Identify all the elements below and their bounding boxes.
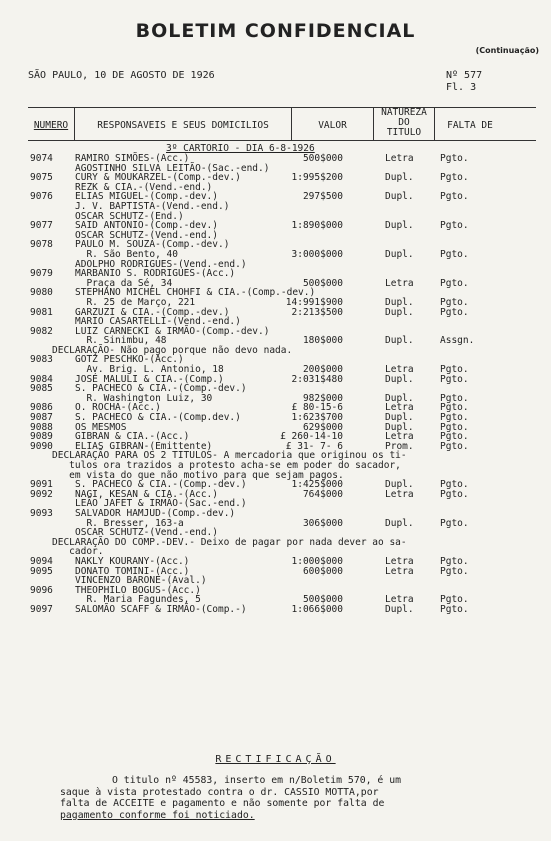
- entry-value: 306$000: [302, 517, 343, 529]
- entry-fault: Pgto.: [440, 594, 469, 606]
- entry-number: 9093: [30, 507, 53, 519]
- entry-fault: Assgn.: [440, 335, 475, 347]
- entry-number: 9094: [30, 555, 53, 567]
- entry-number: 9075: [30, 172, 53, 184]
- entry-responsible: LUIZ CARNECKI & IRMÃO-(Comp.-dev.): [75, 325, 270, 337]
- entry-responsible: LEÃO JAFET & IRMÃO-(Sac.-end.): [75, 498, 247, 510]
- entry-fault: Pgto.: [440, 373, 469, 385]
- entry-nature: Letra: [385, 277, 414, 289]
- entry-responsible: THEOPHILO BOGUS-(Acc.): [75, 584, 201, 596]
- entry-value: £ 31- 7- 6: [285, 440, 343, 452]
- entry-responsible: S. PACHECO & CIA.-(Comp.-dev.): [75, 479, 247, 491]
- entry-fault: Pgto.: [440, 555, 469, 567]
- entry-nature: Prom.: [385, 440, 414, 452]
- entry-value: 1:623$700: [291, 412, 343, 424]
- entry-responsible: SAID ANTONIO-(Comp.-dev.): [75, 220, 218, 232]
- entry-responsible: MARIO CASARTELLI-(Vend.-end.): [75, 316, 241, 328]
- entry-number: 9096: [30, 584, 53, 596]
- sheet-number: Fl. 3: [446, 82, 477, 93]
- column-header-falta: FALTA DE: [447, 120, 493, 131]
- entry-responsible: S. PACHECO & CIA.-(Comp.dev.): [75, 412, 241, 424]
- entry-number: 9095: [30, 565, 53, 577]
- entry-value: 2:031$480: [291, 373, 343, 385]
- entry-responsible: CURY & MOUKARZEL-(Comp.-dev.): [75, 172, 241, 184]
- entry-fault: Pgto.: [440, 440, 469, 452]
- entry-number: 9088: [30, 421, 53, 433]
- entry-nature: Dupl.: [385, 296, 414, 308]
- entry-nature: Dupl.: [385, 517, 414, 529]
- entry-value: 1:066$000: [291, 603, 343, 615]
- entry-value: £ 260-14-10: [280, 431, 343, 443]
- entry-nature: Dupl.: [385, 306, 414, 318]
- entry-value: 1:890$000: [291, 220, 343, 232]
- entry-value: 200$000: [302, 364, 343, 376]
- entry-responsible: Av. Brig. L. Antonio, 18: [75, 364, 224, 376]
- entry-fault: Pgto.: [440, 565, 469, 577]
- entry-number: 9076: [30, 191, 53, 203]
- entry-responsible: ADOLPHO RODRIGUES-(Vend.-end.): [75, 258, 247, 270]
- entry-responsible: ELIAS GIBRAN-(Emittente): [75, 440, 213, 452]
- entry-nature: Letra: [385, 594, 414, 606]
- table-row: [0, 605, 551, 615]
- rectification-line: pagamento conforme foi noticiado.: [60, 809, 255, 821]
- entries-list: [0, 154, 551, 615]
- table-top-rule: [28, 107, 536, 108]
- rectification-line: saque à vista protestado contra o dr. CASSIO MOTTA,por: [60, 786, 379, 798]
- entry-responsible: PAULO M. SOUZA-(Comp.-dev.): [75, 239, 230, 251]
- entry-nature: Dupl.: [385, 479, 414, 491]
- entry-value: 14:991$900: [285, 296, 343, 308]
- entry-number: 9086: [30, 402, 53, 414]
- declaration-text: em vista do que não motivo para que sejam pagos.: [52, 469, 344, 481]
- entry-fault: Pgto.: [440, 306, 469, 318]
- entry-responsible: OSCAR SCHUTZ-(Vend.-end.): [75, 527, 218, 539]
- entry-responsible: JOSÉ MALULI & CIA.-(Comp.): [75, 373, 224, 385]
- entry-value: 982$000: [302, 392, 343, 404]
- entry-nature: Dupl.: [385, 412, 414, 424]
- entry-fault: Pgto.: [440, 603, 469, 615]
- entry-responsible: ELIAS MIGUEL-(Comp.-dev.): [75, 191, 218, 203]
- entry-fault: Pgto.: [440, 517, 469, 529]
- entry-responsible: OS MESMOS: [75, 421, 127, 433]
- entry-nature: Dupl.: [385, 392, 414, 404]
- entry-responsible: STEPHANO MICHEL CHOHFI & CIA.-(Comp.-dev.): [75, 287, 316, 299]
- entry-value: 297$500: [302, 191, 343, 203]
- entry-number: 9087: [30, 412, 53, 424]
- entry-value: 500$000: [302, 594, 343, 606]
- entry-number: 9074: [30, 153, 53, 164]
- entry-nature: Letra: [385, 153, 414, 164]
- entry-number: 9091: [30, 479, 53, 491]
- entry-number: 9085: [30, 383, 53, 395]
- entry-value: 500$000: [302, 153, 343, 164]
- entry-nature: Dupl.: [385, 248, 414, 260]
- declaration-text: DECLARAÇÃO- Não pago porque não devo nada.: [52, 344, 293, 356]
- declaration-text: DECLARAÇÃO PARA OS 2 TITULOS- A mercadoria que originou os ti-: [52, 450, 407, 462]
- entry-responsible: NAGI, KESAN & CIA.-(Acc.): [75, 488, 218, 500]
- entry-fault: Pgto.: [440, 488, 469, 500]
- entry-fault: Pgto.: [440, 402, 469, 414]
- entry-fault: Pgto.: [440, 392, 469, 404]
- table-header-rule: [28, 140, 536, 141]
- bulletin-number: Nº 577: [446, 70, 483, 81]
- column-divider: [74, 107, 75, 141]
- entry-responsible: R. São Bento, 40: [75, 248, 178, 260]
- declaration-text: cador.: [52, 546, 104, 558]
- natureza-line-2: DO: [398, 117, 410, 128]
- entry-responsible: J. V. BAPTISTA-(Vend.-end.): [75, 200, 230, 212]
- entry-fault: Pgto.: [440, 220, 469, 232]
- entry-value: 3:000$000: [291, 248, 343, 260]
- entry-responsible: RAMIRO SIMÕES-(Acc.): [75, 153, 190, 164]
- entry-number: 9084: [30, 373, 53, 385]
- entry-nature: Dupl.: [385, 220, 414, 232]
- entry-fault: Pgto.: [440, 479, 469, 491]
- natureza-line-3: TITULO: [386, 127, 422, 138]
- column-header-responsaveis: RESPONSAVEIS E SEUS DOMICILIOS: [97, 120, 269, 131]
- entry-responsible: R. Bresser, 163-a: [75, 517, 184, 529]
- entry-number: 9078: [30, 239, 53, 251]
- entry-responsible: OSCAR SCHUTZ-(Vend.-end.): [75, 229, 218, 241]
- entry-fault: Pgto.: [440, 248, 469, 260]
- entry-value: 764$000: [302, 488, 343, 500]
- entry-nature: Letra: [385, 364, 414, 376]
- entry-number: 9077: [30, 220, 53, 232]
- section-title: 3º CARTORIO - DIA 6-8-1926: [166, 143, 315, 154]
- column-header-numero: NUMERO: [33, 120, 69, 131]
- entry-value: 180$000: [302, 335, 343, 347]
- declaration-text: tulos ora trazidos a protesto acha-se em poder do sacador,: [52, 460, 401, 471]
- entry-nature: Letra: [385, 431, 414, 443]
- entry-nature: Letra: [385, 402, 414, 414]
- entry-nature: Dupl.: [385, 335, 414, 347]
- entry-number: 9080: [30, 287, 53, 299]
- bulletin-number-block: [446, 70, 482, 94]
- entry-nature: Dupl.: [385, 603, 414, 615]
- entry-responsible: O. ROCHA-(Acc.): [75, 402, 161, 414]
- entry-responsible: R. Sinimbu, 48: [75, 335, 167, 347]
- rectification-note: [60, 775, 540, 821]
- entry-responsible: R. Maria Fagundes, 5: [75, 594, 201, 606]
- entry-responsible: NAKLY KOURANY-(Acc.): [75, 555, 190, 567]
- entry-value: 1:995$200: [291, 172, 343, 184]
- entry-value: 500$000: [302, 277, 343, 289]
- entry-fault: Pgto.: [440, 431, 469, 443]
- entry-fault: Pgto.: [440, 364, 469, 376]
- entry-fault: Pgto.: [440, 296, 469, 308]
- entry-nature: Letra: [385, 565, 414, 577]
- continuation-label: (Continuação): [475, 46, 539, 55]
- entry-fault: Pgto.: [440, 277, 469, 289]
- entry-fault: Pgto.: [440, 421, 469, 433]
- rectification-title: RECTIFICAÇÃO: [215, 754, 336, 765]
- entry-responsible: Praça da Sé, 34: [75, 277, 173, 289]
- entry-fault: Pgto.: [440, 172, 469, 184]
- entry-fault: Pgto.: [440, 412, 469, 424]
- entry-number: 9083: [30, 354, 53, 366]
- entry-nature: Letra: [385, 555, 414, 567]
- declaration-text: DECLARAÇÃO DO COMP.-DEV.- Deixo de pagar por nada dever ao sa-: [52, 536, 407, 548]
- entry-nature: Dupl.: [385, 421, 414, 433]
- entry-nature: Dupl.: [385, 373, 414, 385]
- entry-value: £ 80-15-6: [291, 402, 343, 414]
- entry-number: 9082: [30, 325, 53, 337]
- entry-value: 1:000$000: [291, 555, 343, 567]
- rectification-line: falta de ACCEITE e pagamento e não somente por falta de: [60, 798, 385, 809]
- entry-number: 9089: [30, 431, 53, 443]
- entry-nature: Dupl.: [385, 172, 414, 184]
- entry-value: 1:425$000: [291, 479, 343, 491]
- entry-nature: Dupl.: [385, 191, 414, 203]
- entry-responsible: GOTZ PESCHKO-(Acc.): [75, 354, 184, 366]
- entry-number: 9097: [30, 603, 53, 615]
- entry-responsible: GARZUZI & CIA.-(Comp.-dev.): [75, 306, 230, 318]
- entry-fault: Pgto.: [440, 153, 469, 164]
- entry-responsible: GIBRAN & CIA.-(Acc.): [75, 431, 190, 443]
- entry-number: 9081: [30, 306, 53, 318]
- entry-value: 2:213$500: [291, 306, 343, 318]
- date-line: SÃO PAULO, 10 DE AGOSTO DE 1926: [28, 70, 215, 81]
- entry-responsible: REZK & CIA.-(Vend.-end.): [75, 181, 213, 193]
- entry-responsible: AGOSTINHO SILVA LEITÃO-(Sac.-end.): [75, 162, 270, 174]
- entry-nature: Letra: [385, 488, 414, 500]
- entry-responsible: OSCAR SCHUTZ-(End.): [75, 210, 184, 222]
- entry-value: 629$000: [302, 421, 343, 433]
- entry-responsible: DONATO TOMINI-(Acc.): [75, 565, 190, 577]
- entry-responsible: VINCENZO BARONE-(Aval.): [75, 575, 207, 587]
- entry-fault: Pgto.: [440, 191, 469, 203]
- entry-responsible: R. 25 de Março, 221: [75, 296, 196, 308]
- column-header-valor: VALOR: [318, 120, 347, 131]
- entry-number: 9090: [30, 440, 53, 452]
- natureza-line-1: NATUREZA: [381, 107, 427, 118]
- entry-number: 9092: [30, 488, 53, 500]
- entry-responsible: MARBANIO S. RODRIGUES-(Acc.): [75, 268, 236, 280]
- entry-number: 9079: [30, 268, 53, 280]
- entry-responsible: SALOMÃO SCAFF & IRMÃO-(Comp.-): [75, 603, 247, 615]
- entry-responsible: SALVADOR HAMJUD-(Comp.-dev.): [75, 507, 236, 519]
- entry-responsible: R. Washington Luiz, 30: [75, 392, 213, 404]
- entry-value: 600$000: [302, 565, 343, 577]
- document-title: BOLETIM CONFIDENCIAL: [135, 20, 416, 42]
- entry-responsible: S. PACHECO & CIA.-(Comp.-dev.): [75, 383, 247, 395]
- rectification-line: O titulo nº 45583, inserto em n/Boletim 570, é um: [112, 775, 402, 786]
- column-header-natureza: [374, 108, 434, 138]
